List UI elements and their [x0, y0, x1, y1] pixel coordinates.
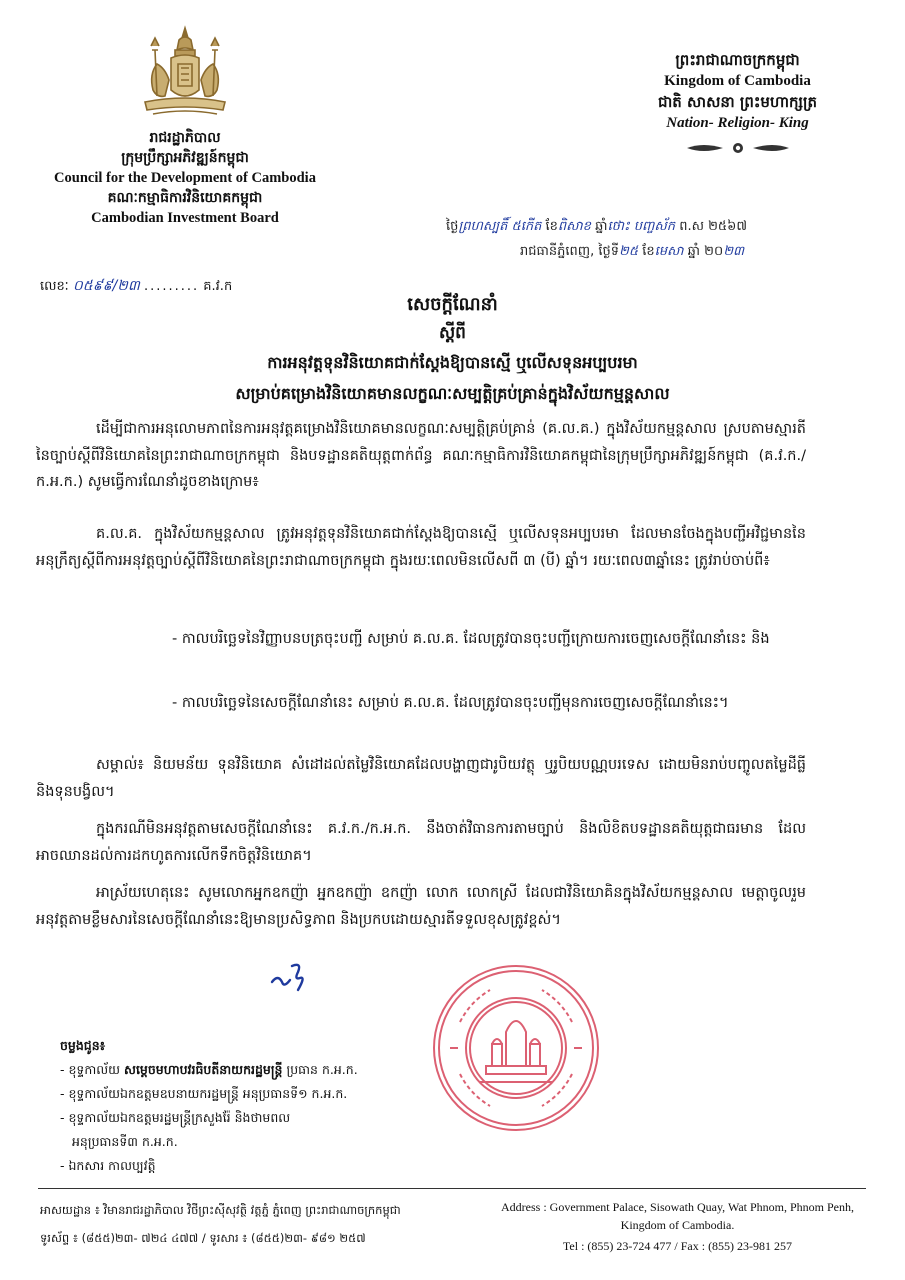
cc-title: ចម្លងជូន៖ — [60, 1038, 106, 1053]
kingdom-name-kh: ព្រះរាជាណាចក្រកម្ពុជា — [675, 51, 800, 69]
title-line-2: សម្រាប់គម្រោងវិនិយោគមានលក្ខណៈសម្បត្តិគ្រប់គ្រាន់ក្នុងវិស័យកម្មន្តសាល — [235, 384, 670, 403]
solar-month-handwritten: មេសា — [654, 244, 684, 259]
footer-phone-en: Tel : (855) 23-724 477 / Fax : (855) 23-981 257 — [562, 1239, 793, 1253]
kingdom-name-en: Kingdom of Cambodia — [664, 73, 811, 89]
footer-address-en-2: Kingdom of Cambodia. — [620, 1218, 735, 1232]
reference-number: លេខៈ ០៥៩៩/២៣ ......... គ.វ.ក — [40, 278, 233, 294]
footer-phone-kh: ទូរស័ព្ទ ៖ (៨៥៥)២៣- ៧២៤ ៤៧៧ / ទូរសារ ៖ (៨៥៥)២៣- ៩៨១ ២៥៧ — [40, 1231, 366, 1245]
solar-day-handwritten: ២៥ — [619, 244, 639, 259]
motto-en: Nation- Religion- King — [666, 115, 809, 131]
footer-address-kh: អាសយដ្ឋាន ៖ វិមានរាជរដ្ឋាភិបាល វិថីព្រះស៊ីសុវត្ថិ វត្តភ្នំ ភ្នំពេញ ព្រះរាជាណាចក្រកម្ពុជា — [40, 1203, 401, 1217]
solar-year-handwritten: ២៣ — [723, 244, 745, 259]
cc-item-pm-cabinet: - ខុទ្ទកាល័យ សម្តេចមហាបវរធិបតីនាយករដ្ឋមន្ត្រី ប្រធាន ក.អ.ក. — [60, 1062, 358, 1077]
cdc-name-kh: ក្រុមប្រឹក្សាអភិវឌ្ឍន៍កម្ពុជា — [121, 150, 249, 166]
paragraph-definition: សម្គាល់៖ និយមន័យ ទុនវិនិយោគ សំដៅដល់តម្លៃវិនិយោគដែលបង្ហាញជារូបិយវត្ថុ ឬរូបិយបណ្ណបរទេស ដោយមិនរាប់បញ្ចូលតម្លៃដីធ្លី និងទុនបង្វិល។ — [36, 757, 806, 800]
buddhist-era: ព.ស ២៥៦៧ — [679, 219, 748, 234]
lunar-date-line — [446, 218, 747, 237]
solar-month-label: ខែ — [642, 244, 655, 259]
cc-item-mme-role: អនុប្រធានទី៣ ក.អ.ក. — [72, 1134, 178, 1149]
footer-en — [480, 1198, 875, 1255]
document-title: សេចក្តីណែនាំ — [407, 294, 498, 315]
lunar-year-label: ឆ្នាំ — [595, 219, 608, 234]
lunar-month-label: ខែ — [545, 219, 558, 234]
footer-kh — [40, 1196, 470, 1252]
handwritten-initial-icon — [268, 960, 312, 994]
paragraph-intro: ដើម្បីជាការអនុលោមភាពនៃការអនុវត្តគម្រោងវិនិយោគមានលក្ខណៈសម្បត្តិគ្រប់គ្រាន់ (គ.ល.គ.) ក្នុងវិស័យកម្មន្តសាល ស្របតាមស្មារតីនៃច្បាប់ស្តីពីវិនិយោគនៃព្រះរាជាណាចក្រកម្ពុជា និងបទដ្ឋានគតិយុត្តពាក់ព័ន្ធ គណៈកម្មាធិការវិនិយោគកម្ពុជានៃក្រុមប្រឹក្សាអភិវឌ្ឍន៍កម្ពុជា (គ.វ.ក./ក.អ.ក.) សូមធ្វើការណែនាំដូចខាងក្រោម៖ — [36, 421, 806, 490]
left-header — [20, 24, 350, 228]
royal-arms-emblem-icon — [135, 24, 235, 124]
footer-address-en-1: Address : Government Palace, Sisowath Quay, Wat Phnom, Phnom Penh, — [501, 1200, 854, 1214]
solar-date-line — [520, 243, 744, 262]
solar-year-label: ឆ្នាំ ២០ — [687, 244, 724, 259]
ornament-divider-icon — [683, 140, 793, 156]
cc-item-mme-cabinet: - ខុទ្ទកាល័យឯកឧត្តមរដ្ឋមន្ត្រីក្រសួងរ៉ែ និងថាមពល — [60, 1110, 291, 1125]
title-line-1: ការអនុវត្តទុនវិនិយោគជាក់ស្តែងឱ្យបានស្មើ ឬលើសទុនអប្បបរមា — [267, 353, 638, 372]
lunar-day-handwritten: ព្រហស្បតិ៍ ៥កើត — [458, 219, 542, 234]
reference-number-handwritten: ០៥៩៩/២៣ — [72, 278, 140, 294]
paragraph-non-compliance: ក្នុងករណីមិនអនុវត្តតាមសេចក្តីណែនាំនេះ គ.វ.ក./ក.អ.ក. នឹងចាត់វិធានការតាមច្បាប់ និងលិខិតបទដ្ឋានគតិយុត្តជាធរមាន ដែលអាចឈានដល់ការដកហូតការលើកទឹកចិត្តវិនិយោគ។ — [36, 821, 806, 864]
bullet-registration-date: - កាលបរិច្ឆេទនៃវិញ្ញាបនបត្រចុះបញ្ជី សម្រាប់ គ.ល.គ. ដែលត្រូវបានចុះបញ្ជីក្រោយការចេញសេចក្តីណែនាំនេះ និង — [172, 631, 770, 647]
cc-item-dpm-cabinet: - ខុទ្ទកាល័យឯកឧត្តមឧបនាយករដ្ឋមន្ត្រី អនុប្រធានទី១ ក.អ.ក. — [60, 1086, 348, 1101]
government-name-kh: រាជរដ្ឋាភិបាល — [149, 130, 221, 146]
reference-suffix: គ.វ.ក — [203, 279, 233, 294]
document-subtitle: ស្តីពី — [439, 323, 466, 343]
right-header — [600, 50, 875, 156]
cc-item-archive: - ឯកសារ កាលប្បវត្តិ — [60, 1158, 156, 1173]
cc-list — [60, 1034, 480, 1178]
cib-name-kh: គណៈកម្មាធិការវិនិយោគកម្ពុជា — [107, 190, 263, 206]
lunar-year-handwritten: ថោះ បញ្ចស័ក — [607, 219, 676, 234]
footer-divider — [38, 1188, 866, 1189]
paragraph-requirement: គ.ល.គ. ក្នុងវិស័យកម្មន្តសាល ត្រូវអនុវត្តទុនវិនិយោគជាក់ស្តែងឱ្យបានស្មើ ឬលើសទុនអប្បបរមា ដែលមានចែងក្នុងបញ្ជីអវិជ្ជមាននៃអនុក្រឹត្យស្តីពីការអនុវត្តច្បាប់ស្តីពីវិនិយោគនៃព្រះរាជាណាចក្រកម្ពុជា ក្នុងរយៈពេលមិនលើសពី ៣ (បី) ឆ្នាំ។ រយៈពេល៣ឆ្នាំនេះ ត្រូវរាប់ចាប់ពី៖ — [36, 526, 806, 569]
cdc-name-en: Council for the Development of Cambodia — [54, 170, 316, 186]
reference-label: លេខៈ — [40, 279, 69, 294]
motto-kh: ជាតិ សាសនា ព្រះមហាក្សត្រ — [658, 93, 817, 111]
paragraph-closing: អាស្រ័យហេតុនេះ សូមលោកអ្នកឧកញ៉ា អ្នកឧកញ៉ា ឧកញ៉ា លោក លោកស្រី ដែលជាវិនិយោគិនក្នុងវិស័យកម្មន្តសាល មេត្តាចូលរួមអនុវត្តតាមខ្លឹមសារនៃសេចក្តីណែនាំនេះឱ្យមានប្រសិទ្ធភាព និងប្រកបដោយស្មារតីទទួលខុសត្រូវខ្ពស់។ — [36, 885, 806, 928]
lunar-day-label: ថ្ងៃ — [446, 219, 459, 234]
cib-name-en: Cambodian Investment Board — [91, 210, 279, 226]
lunar-month-handwritten: ពិសាខ — [557, 219, 591, 234]
solar-day-label: រាជធានីភ្នំពេញ, ថ្ងៃទី — [520, 244, 620, 259]
bullet-instruction-date: - កាលបរិច្ឆេទនៃសេចក្តីណែនាំនេះ សម្រាប់ គ.ល.គ. ដែលត្រូវបានចុះបញ្ជីមុនការចេញសេចក្តីណែនាំនេះ។ — [172, 695, 729, 711]
